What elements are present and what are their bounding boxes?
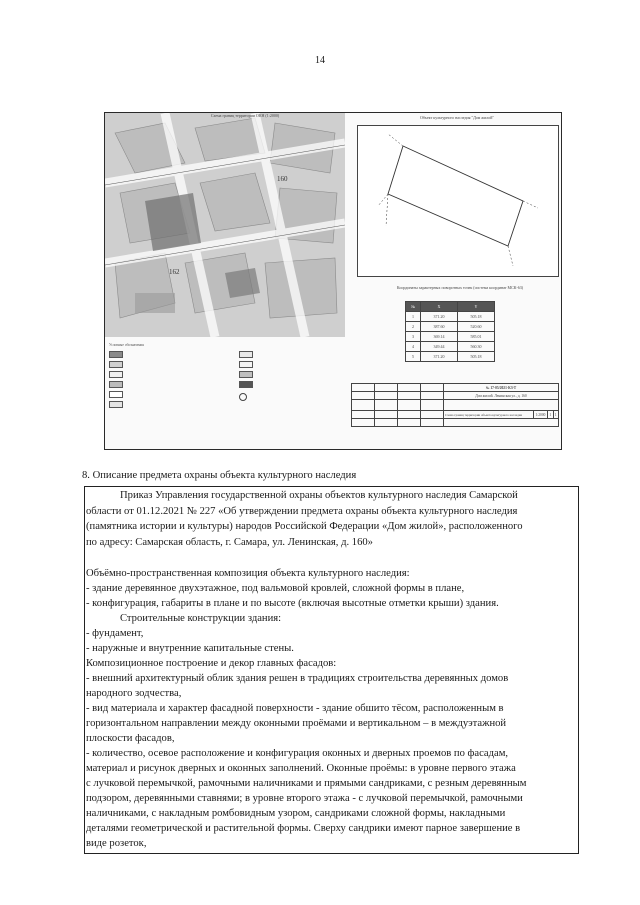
- paragraph-line: по адресу: Самарская область, г. Самара, ул. Ленинская, д. 160»: [86, 537, 373, 548]
- legend-swatch: [109, 351, 123, 358]
- map-legend: [109, 343, 349, 443]
- paragraph-line: - внешний архитектурный облик здания решен в традициях строительства деревянных домов: [86, 673, 509, 684]
- coords-caption: Координаты характерных поворотных точек (система координат МСК-63): [396, 285, 524, 290]
- legend-swatch: [109, 391, 123, 398]
- paragraph-line: Объёмно-пространственная композиция объекта культурного наследия:: [86, 568, 410, 579]
- site-plan: [357, 125, 559, 277]
- coords-cell: 387.60: [421, 322, 458, 332]
- coords-row: [406, 322, 495, 332]
- paragraph-line: народного зодчества,: [86, 688, 182, 699]
- paragraph-line: Композиционное построение и декор главных фасадов:: [86, 658, 337, 669]
- map-label-1: 160: [277, 175, 288, 183]
- title-block: [351, 383, 559, 447]
- paragraph-line: - количество, осевое расположение и конфигурация оконных и дверных проемов по фасадам,: [86, 748, 509, 759]
- scanned-figure: [104, 112, 562, 450]
- legend-circle-icon: [239, 393, 247, 401]
- paragraph-line: Приказ Управления государственной охраны объектов культурного наследия Самарской: [120, 490, 518, 501]
- paragraph-line: подзором, деревянными ставнями; в уровне второго этажа - с лучковой перемычкой, рамочными: [86, 793, 523, 804]
- map-label-2: 162: [169, 268, 180, 276]
- coords-header-cell: X: [421, 302, 458, 312]
- paragraph-line: наличниками, с накладным ромбовидным узором, сандриками сложной формы, накладными: [86, 808, 506, 819]
- coords-header-cell: №: [406, 302, 421, 312]
- paragraph-line: области от 01.12.2021 № 227 «Об утверждении предмета охраны объекта культурного наследия: [86, 506, 518, 517]
- coords-cell: 371.20: [421, 352, 458, 362]
- coords-row: [406, 312, 495, 322]
- paragraph-line: (памятника истории и культуры) народов Российской Федерации «Дом жилой», расположенного: [86, 521, 523, 532]
- legend-title: Условные обозначения: [109, 343, 144, 347]
- legend-swatch: [239, 371, 253, 378]
- paragraph-line: - наружные и внутренние капитальные стены.: [86, 643, 294, 654]
- coords-cell: 5: [406, 352, 421, 362]
- paragraph-line: - здание деревянное двухэтажное, под вальмовой кровлей, сложной формы в плане,: [86, 583, 465, 594]
- coords-table: [405, 301, 495, 362]
- title-block-sheet: 1: [549, 412, 552, 417]
- coords-row: [406, 332, 495, 342]
- page-number: 14: [315, 55, 325, 66]
- map-caption: Схема границ территории ОКН (1:2000): [210, 113, 280, 118]
- legend-swatch: [109, 371, 123, 378]
- coords-cell: 2: [406, 322, 421, 332]
- coords-cell: 4: [406, 342, 421, 352]
- section-title: 8. Описание предмета охраны объекта культурного наследия: [82, 470, 357, 481]
- coords-header-cell: Y: [458, 302, 495, 312]
- coords-cell: 371.20: [421, 312, 458, 322]
- coords-cell: 1: [406, 312, 421, 322]
- paragraph-line: горизонтальном направлении между оконными проёмами и вертикальном – в междуэтажной: [86, 718, 507, 729]
- coords-cell: 585.01: [458, 332, 495, 342]
- paragraph-line: материал и рисунок дверных и оконных заполнений. Оконные проёмы: в уровне первого этажа: [86, 763, 516, 774]
- title-block-stage: 1:2000: [533, 411, 548, 419]
- paragraph-line: - фундамент,: [86, 628, 144, 639]
- coords-header-row: [406, 302, 495, 312]
- paragraph-line: плоскости фасадов,: [86, 733, 175, 744]
- coords-cell: 520.60: [458, 322, 495, 332]
- paragraph-line: деталями геометрической и растительной формы. Сверху сандрики имеют парное завершение в: [86, 823, 521, 834]
- coords-row: [406, 342, 495, 352]
- legend-swatch: [109, 361, 123, 368]
- paragraph-line: - вид материала и характер фасадной поверхности - здание обшито тёсом, расположенным в: [86, 703, 504, 714]
- coords-cell: 505.18: [458, 312, 495, 322]
- title-block-title: Дом жилой. Ленинская ул., д. 160: [444, 392, 559, 400]
- legend-swatch: [239, 361, 253, 368]
- legend-swatch: [239, 351, 253, 358]
- paragraph-line: с лучковой перемычкой, рамочными наличниками и прямыми сандриками, с резным деревянным: [86, 778, 527, 789]
- coords-row: [406, 352, 495, 362]
- title-block-sheets: 1: [554, 412, 557, 417]
- legend-swatch: [109, 401, 123, 408]
- paragraph-line: Строительные конструкции здания:: [120, 613, 282, 624]
- coords-cell: 3: [406, 332, 421, 342]
- paragraph-line: виде розеток,: [86, 838, 147, 849]
- legend-swatch: [109, 381, 123, 388]
- coords-cell: 505.18: [458, 352, 495, 362]
- legend-swatch: [239, 381, 253, 388]
- title-block-code: № 17-05/2021-КЗ-Т: [444, 384, 559, 392]
- coords-cell: 349.44: [421, 342, 458, 352]
- title-block-row-label: Схема границ территории объекта культурного наследия: [444, 411, 534, 419]
- plan-caption: Объект культурного наследия "Дом жилой": [420, 115, 494, 120]
- site-map: [105, 113, 345, 337]
- coords-cell: 369.14: [421, 332, 458, 342]
- coords-cell: 560.30: [458, 342, 495, 352]
- paragraph-line: - конфигурация, габариты в плане и по высоте (включая высотные отметки крыши) здания.: [86, 598, 499, 609]
